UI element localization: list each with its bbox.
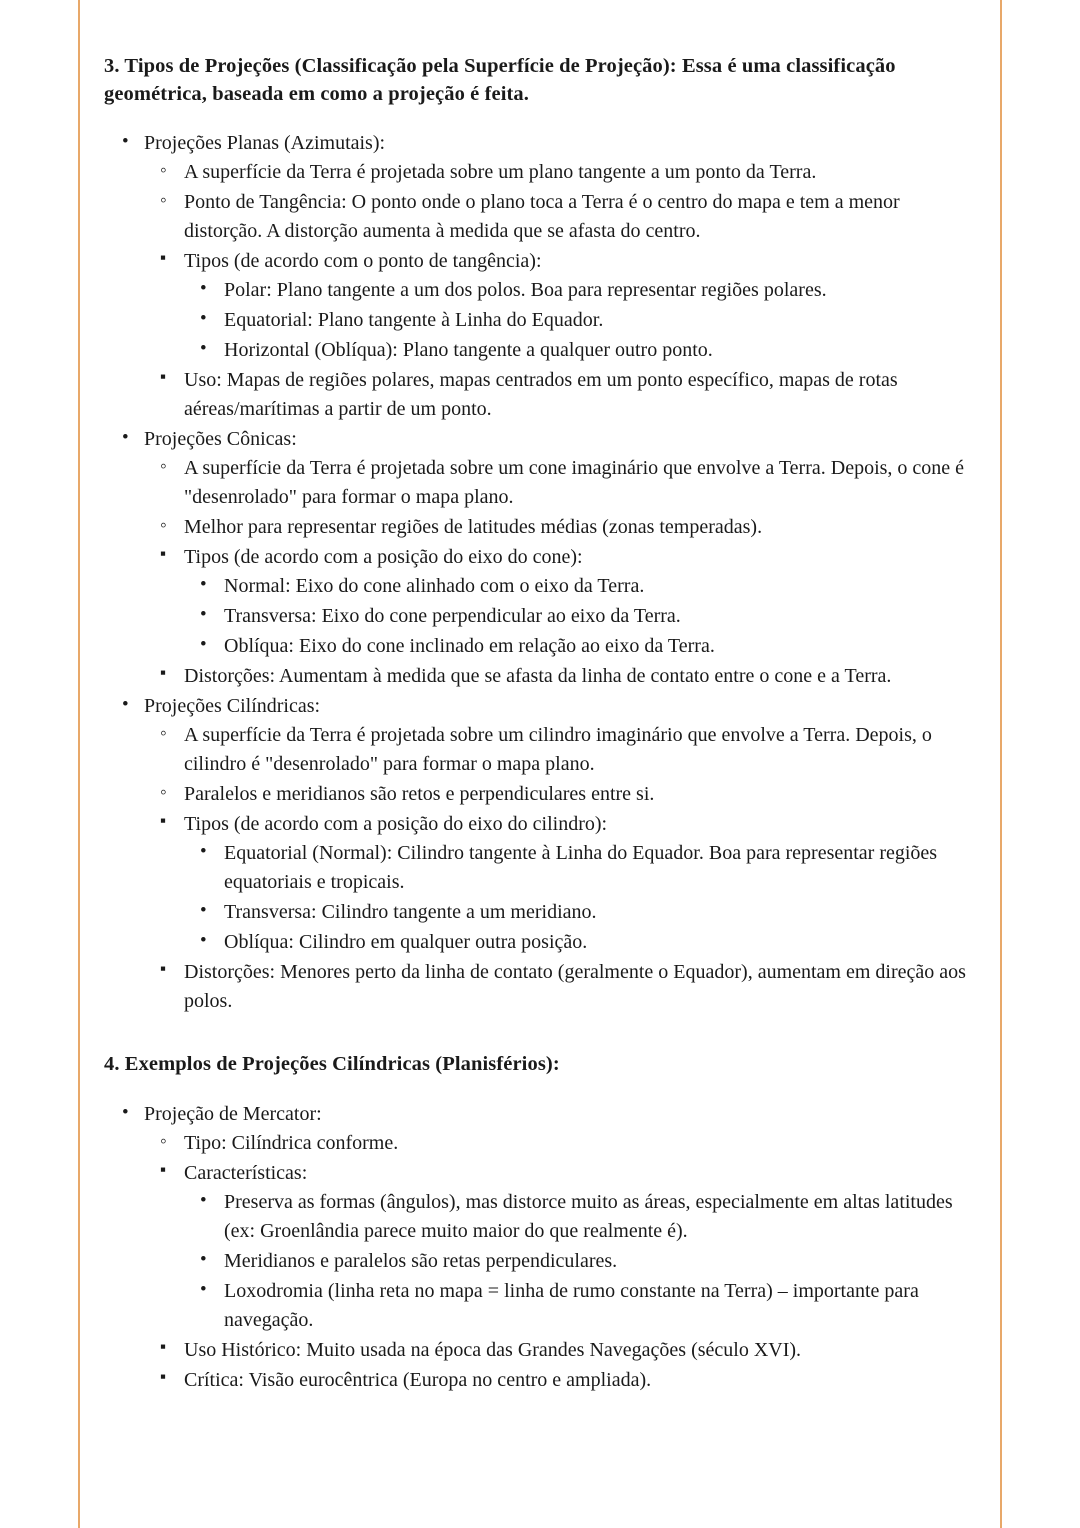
document-body [104,52,976,1396]
list-item [144,247,976,365]
list-item-label: • Oblíqua: Cilindro em qualquer outra posição. [224,930,588,953]
list-item-label: • Preserva as formas (ângulos), mas distorce muito as áreas, especialmente em altas latitudes (ex: Groenlândia parece muito maior do que realmente é). [224,1190,953,1242]
list-item-label: ▪ Uso: Mapas de regiões polares, mapas centrados em um ponto específico, mapas de rotas aéreas/marítimas a partir de um ponto. [184,368,898,420]
list-item [144,1129,976,1158]
list-item [184,572,976,601]
list-item [184,632,976,661]
section-4-list [104,1100,976,1395]
list-item [144,1159,976,1335]
list-item-label: • Projeções Planas (Azimutais): [144,131,386,154]
list-item [104,425,976,691]
list-item-label: • Normal: Eixo do cone alinhado com o eixo da Terra. [224,574,645,597]
list-item-label: ▪ Uso Histórico: Muito usada na época das Grandes Navegações (século XVI). [184,1338,802,1361]
list-item [144,543,976,661]
section-3-heading: 3. Tipos de Projeções (Classificação pela Superfície de Projeção): Essa é uma classificação geométrica, baseada em como a projeção é feita. [104,55,896,106]
list-item [144,958,976,1016]
list-item [184,602,976,631]
list-item [184,1247,976,1276]
list-item-label: ◦ A superfície da Terra é projetada sobre um cone imaginário que envolve a Terra. Depois, o cone é "desenrolado" para formar o mapa plano. [184,456,965,508]
list-item [104,1100,976,1395]
list-item [144,1336,976,1365]
list-item [144,158,976,187]
list-item [184,306,976,335]
sublist [144,454,976,691]
list-item [104,692,976,1016]
sublist [184,276,976,365]
sublist [184,839,976,957]
list-item-label: • Projeções Cilíndricas: [144,694,321,717]
list-item [184,1188,976,1246]
list-item-label: ◦ A superfície da Terra é projetada sobre um plano tangente a um ponto da Terra. [184,160,817,183]
list-item [144,366,976,424]
list-item [144,810,976,957]
list-item-label: ▪ Tipos (de acordo com a posição do eixo do cone): [184,545,583,568]
sublist [144,158,976,424]
list-item-label: • Meridianos e paralelos são retas perpendiculares. [224,1249,618,1272]
list-item [184,276,976,305]
section-4-heading: 4. Exemplos de Projeções Cilíndricas (Planisférios): [104,1052,560,1075]
list-item [184,336,976,365]
list-item [144,662,976,691]
sublist [144,1129,976,1395]
sublist [184,1188,976,1335]
list-item-label: ◦ Tipo: Cilíndrica conforme. [184,1131,399,1154]
list-item [144,513,976,542]
section-3-list [104,129,976,1016]
right-margin-rule [1000,0,1002,1528]
list-item [104,129,976,424]
list-item [184,898,976,927]
list-item [184,1277,976,1335]
list-item-label: • Oblíqua: Eixo do cone inclinado em relação ao eixo da Terra. [224,634,715,657]
list-item-label: ▪ Tipos (de acordo com a posição do eixo do cilindro): [184,812,608,835]
list-item-label: ◦ A superfície da Terra é projetada sobre um cilindro imaginário que envolve a Terra. Depois, o cilindro é "desenrolado" para formar o mapa plano. [184,723,932,775]
list-item-label: ▪ Distorções: Menores perto da linha de contato (geralmente o Equador), aumentam em direção aos polos. [184,960,966,1012]
list-item-label: • Horizontal (Oblíqua): Plano tangente a qualquer outro ponto. [224,338,713,361]
list-item-label: ◦ Paralelos e meridianos são retos e perpendiculares entre si. [184,782,655,805]
list-item-label: • Equatorial (Normal): Cilindro tangente à Linha do Equador. Boa para representar regiões equatoriais e tropicais. [224,841,938,893]
list-item-label: • Transversa: Eixo do cone perpendicular ao eixo da Terra. [224,604,681,627]
list-item-label: • Projeções Cônicas: [144,427,297,450]
sublist [184,572,976,661]
list-item [144,188,976,246]
list-item-label: ▪ Tipos (de acordo com o ponto de tangência): [184,249,542,272]
list-item-label: ▪ Crítica: Visão eurocêntrica (Europa no centro e ampliada). [184,1368,652,1391]
list-item-label: • Transversa: Cilindro tangente a um meridiano. [224,900,597,923]
list-item [144,1366,976,1395]
left-margin-rule [78,0,80,1528]
list-item-label: ▪ Características: [184,1161,308,1184]
list-item-label: • Projeção de Mercator: [144,1102,322,1125]
list-item-label: ◦ Melhor para representar regiões de latitudes médias (zonas temperadas). [184,515,763,538]
list-item [144,454,976,512]
list-item [144,721,976,779]
sublist [144,721,976,1016]
list-item [144,780,976,809]
list-item-label: • Polar: Plano tangente a um dos polos. Boa para representar regiões polares. [224,278,827,301]
list-item [184,839,976,897]
list-item-label: • Loxodromia (linha reta no mapa = linha de rumo constante na Terra) – importante para navegação. [224,1279,919,1331]
list-item-label: ▪ Distorções: Aumentam à medida que se afasta da linha de contato entre o cone e a Terra. [184,664,892,687]
list-item-label: ◦ Ponto de Tangência: O ponto onde o plano toca a Terra é o centro do mapa e tem a menor distorção. A distorção aumenta à medida que se afasta do centro. [184,190,900,242]
list-item-label: • Equatorial: Plano tangente à Linha do Equador. [224,308,604,331]
list-item [184,928,976,957]
